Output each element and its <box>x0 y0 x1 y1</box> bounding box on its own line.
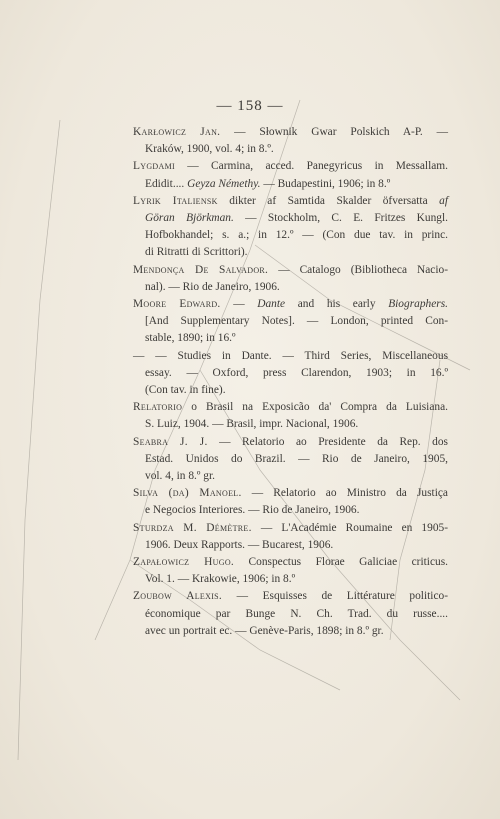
bibliography-entry <box>133 520 448 554</box>
entry-text: Kraków, 1900, vol. 4; in 8.º. <box>145 143 274 156</box>
bibliography-entry <box>133 262 448 296</box>
entry-continuation-line <box>133 141 448 158</box>
entry-continuation-line <box>133 606 448 623</box>
entry-text: — Esquisses de Littérature politico- <box>222 590 448 603</box>
entry-text: économique par Bunge N. Ch. Trad. du russe.... <box>145 607 448 620</box>
bibliography-entry <box>133 348 448 400</box>
entry-text: — L'Académie Roumaine en 1905- <box>251 521 449 534</box>
entry-text: essay. — Oxford, press Clarendon, 1903; in 16.º <box>145 366 448 379</box>
entry-continuation-line <box>133 537 448 554</box>
entry-continuation-line <box>133 571 448 588</box>
entry-first-line <box>133 296 448 313</box>
entry-author: Moore Edward. <box>133 298 221 311</box>
entry-first-line <box>133 124 448 141</box>
entry-italic-text: Göran Björkman. <box>145 212 234 225</box>
entry-text: Estad. Unidos do Brazil. — Rio de Janeiro, 1905, <box>145 452 448 465</box>
entry-text: S. Luiz, 1904. — Brasil, impr. Nacional, 1906. <box>145 418 359 431</box>
entry-text: Hofbokhandel; s. a.; in 12.º — (Con due tav. in princ. <box>145 229 448 242</box>
bibliography-entry <box>133 193 448 262</box>
entry-continuation-line <box>133 313 448 330</box>
entry-text: nal). — Rio de Janeiro, 1906. <box>145 280 280 293</box>
entry-first-line <box>133 262 448 279</box>
entry-text: [And Supplementary Notes]. — London, printed Con- <box>145 315 448 328</box>
entry-text: (Con tav. in fine). <box>145 384 226 397</box>
entry-text: o Brasil na Exposicão da' Compra da Luisiana. <box>182 401 448 414</box>
entry-author: Zoubow Alexis. <box>133 590 223 603</box>
entry-text: — Budapestini, 1906; in 8.º <box>260 177 391 190</box>
entry-continuation-line <box>133 416 448 433</box>
entry-first-line <box>133 348 448 365</box>
bibliography-entry <box>133 434 448 486</box>
entry-text: — Słownik Gwar Polskich A-P. — <box>220 126 448 138</box>
entry-continuation-line <box>133 365 448 382</box>
entry-text: — Catalogo (Bibliotheca Nacio- <box>268 263 449 276</box>
bibliography-entry <box>133 296 448 348</box>
entry-first-line <box>133 520 448 537</box>
bibliography-entry <box>133 588 448 640</box>
entry-continuation-line <box>133 210 448 227</box>
entry-author: Lyrik Italiensk <box>133 194 218 207</box>
entry-text: Conspectus Florae Galiciae criticus. <box>234 556 448 569</box>
entry-continuation-line <box>133 468 448 485</box>
entry-continuation-line <box>133 176 448 193</box>
entry-text: Edidit.... <box>145 177 188 190</box>
bibliography-entry <box>133 399 448 433</box>
entry-text: dikter af Samtida Skalder öfversatta <box>217 194 440 207</box>
entry-first-line <box>133 588 448 605</box>
entry-author: Sturdza M. Démètre. <box>133 521 252 534</box>
entry-first-line <box>133 485 448 502</box>
entry-text: — <box>220 298 258 311</box>
entry-text: Vol. 1. — Krakowie, 1906; in 8.º <box>145 573 296 586</box>
entry-continuation-line <box>133 279 448 296</box>
entry-text: — Stockholm, C. E. Fritzes Kungl. <box>233 212 448 225</box>
entry-text: — Relatorio ao Presidente da Rep. dos <box>207 435 448 448</box>
entry-continuation-line <box>133 451 448 468</box>
bibliography-entry <box>133 158 448 192</box>
bibliography-entry <box>133 554 448 588</box>
entry-first-line <box>133 193 448 210</box>
entry-italic-text: Biographers. <box>388 298 448 311</box>
bibliography-entry <box>133 124 448 158</box>
bibliography-entry <box>133 485 448 519</box>
entry-text: e Negocios Interiores. — Rio de Janeiro, 1906. <box>145 504 360 517</box>
entry-text: avec un portrait ec. — Genève-Paris, 1898; in 8.º gr. <box>145 624 384 637</box>
entry-text: stable, 1890; in 16.º <box>145 332 236 345</box>
entry-first-line <box>133 399 448 416</box>
entry-continuation-line <box>133 623 448 640</box>
entry-continuation-line <box>133 244 448 261</box>
entry-continuation-line <box>133 330 448 347</box>
entry-author: Seabra J. J. <box>133 435 208 448</box>
entry-author: Zapałowicz Hugo. <box>133 556 235 569</box>
entry-text: — Carmina, acced. Panegyricus in Messallam. <box>174 160 448 173</box>
entry-author: Relatorio <box>133 401 183 414</box>
entry-author: Lygdami <box>133 160 175 173</box>
entry-text: 1906. Deux Rapports. — Bucarest, 1906. <box>145 538 334 551</box>
entry-continuation-line <box>133 502 448 519</box>
entry-text: di Ritratti di Scrittori). <box>145 246 248 259</box>
bibliography-list <box>133 124 448 640</box>
page-number: — 158 — <box>216 98 284 114</box>
entry-italic-text: af <box>439 194 448 207</box>
entry-text: — Relatorio ao Ministro da Justiça <box>241 487 448 500</box>
entry-text: and his early <box>285 298 389 311</box>
entry-first-line <box>133 158 448 175</box>
entry-italic-text: Dante <box>257 298 286 311</box>
entry-text: — — Studies in Dante. — Third Series, Miscellaneous <box>133 349 448 362</box>
entry-italic-text: Geyza Némethy. <box>187 177 261 190</box>
entry-author: Karłowicz Jan. <box>133 126 221 138</box>
entry-text: vol. 4, in 8.º gr. <box>145 470 215 483</box>
entry-author: Mendonça De Salvador. <box>133 263 269 276</box>
entry-author: Silva (da) Manoel. <box>133 487 242 500</box>
entry-first-line <box>133 554 448 571</box>
entry-first-line <box>133 434 448 451</box>
entry-continuation-line <box>133 382 448 399</box>
entry-continuation-line <box>133 227 448 244</box>
